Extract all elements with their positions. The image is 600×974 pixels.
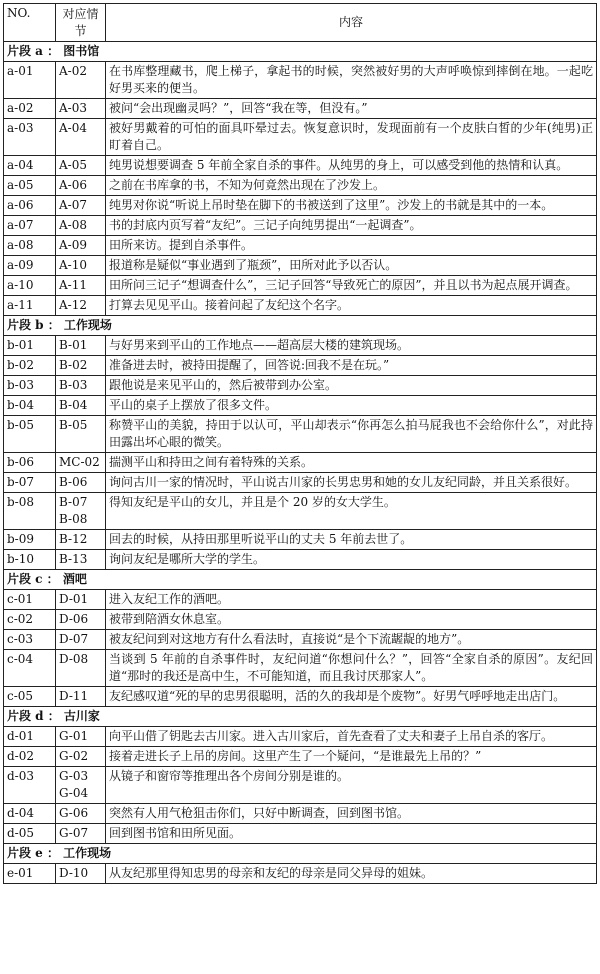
row-content: 报道称是疑似“事业遇到了瓶颈”，田所对此予以否认。	[106, 256, 597, 276]
table-row	[4, 62, 597, 99]
table-row	[4, 236, 597, 256]
section-title: 片段 d ： 古川家	[4, 707, 597, 727]
row-scene: A-03	[56, 99, 106, 119]
row-scene: B-05	[56, 416, 106, 453]
row-scene: D-10	[56, 864, 106, 884]
table-row	[4, 276, 597, 296]
table-row	[4, 530, 597, 550]
row-content: 向平山借了钥匙去古川家。进入古川家后，首先查看了丈夫和妻子上吊自杀的客厅。	[106, 727, 597, 747]
row-scene: B-12	[56, 530, 106, 550]
row-no: e-01	[4, 864, 56, 884]
row-scene: B-01	[56, 336, 106, 356]
row-content: 进入友纪工作的酒吧。	[106, 590, 597, 610]
row-no: b-06	[4, 453, 56, 473]
row-content: 回去的时候，从持田那里听说平山的丈夫 5 年前去世了。	[106, 530, 597, 550]
row-no: a-10	[4, 276, 56, 296]
row-content: 准备进去时，被持田提醒了，回答说:回我不是在玩。”	[106, 356, 597, 376]
row-no: b-07	[4, 473, 56, 493]
table-row	[4, 630, 597, 650]
row-content: 打算去见见平山。接着问起了友纪这个名字。	[106, 296, 597, 316]
row-no: a-04	[4, 156, 56, 176]
row-content: 田所来访。提到自杀事件。	[106, 236, 597, 256]
row-content: 得知友纪是平山的女儿，并且是个 20 岁的女大学生。	[106, 493, 597, 530]
row-content: 揣测平山和持田之间有着特殊的关系。	[106, 453, 597, 473]
row-scene: B-07 B-08	[56, 493, 106, 530]
row-content: 被带到陪酒女休息室。	[106, 610, 597, 630]
table-row	[4, 156, 597, 176]
table-row	[4, 610, 597, 630]
table-row	[4, 473, 597, 493]
row-scene: B-03	[56, 376, 106, 396]
row-content: 书的封底内页写着“友纪”。三记子向纯男提出“一起调查”。	[106, 216, 597, 236]
table-row	[4, 376, 597, 396]
row-scene: A-05	[56, 156, 106, 176]
row-scene: D-06	[56, 610, 106, 630]
row-no: b-08	[4, 493, 56, 530]
table-row	[4, 864, 597, 884]
row-no: b-09	[4, 530, 56, 550]
section-title: 片段 e ： 工作现场	[4, 844, 597, 864]
table-row	[4, 453, 597, 473]
row-scene: A-02	[56, 62, 106, 99]
table-row	[4, 767, 597, 804]
row-scene: A-09	[56, 236, 106, 256]
row-no: a-01	[4, 62, 56, 99]
row-scene: B-13	[56, 550, 106, 570]
row-content: 从镜子和窗帘等推理出各个房间分别是谁的。	[106, 767, 597, 804]
row-no: b-10	[4, 550, 56, 570]
row-no: c-05	[4, 687, 56, 707]
row-content: 接着走进长子上吊的房间。这里产生了一个疑问，“是谁最先上吊的？”	[106, 747, 597, 767]
row-no: b-05	[4, 416, 56, 453]
section-header-row	[4, 707, 597, 727]
row-no: a-11	[4, 296, 56, 316]
row-scene: D-07	[56, 630, 106, 650]
table-row	[4, 416, 597, 453]
row-scene: D-01	[56, 590, 106, 610]
row-no: a-08	[4, 236, 56, 256]
row-scene: B-02	[56, 356, 106, 376]
header-content: 内容	[106, 4, 597, 42]
table-row	[4, 590, 597, 610]
row-no: d-04	[4, 804, 56, 824]
table-row	[4, 196, 597, 216]
row-scene: D-08	[56, 650, 106, 687]
row-scene: G-07	[56, 824, 106, 844]
row-content: 之前在书库拿的书，不知为何竟然出现在了沙发上。	[106, 176, 597, 196]
header-row	[4, 4, 597, 42]
table-row	[4, 727, 597, 747]
row-content: 回到图书馆和田所见面。	[106, 824, 597, 844]
row-content: 纯男对你说“听说上吊时垫在脚下的书被送到了这里”。沙发上的书就是其中的一本。	[106, 196, 597, 216]
header-no: NO.	[4, 4, 56, 42]
row-content: 平山的桌子上摆放了很多文件。	[106, 396, 597, 416]
row-scene: A-04	[56, 119, 106, 156]
row-no: d-02	[4, 747, 56, 767]
row-scene: G-03 G-04	[56, 767, 106, 804]
section-header-row	[4, 42, 597, 62]
row-content: 在书库整理藏书，爬上梯子，拿起书的时候，突然被好男的大声呼唤惊到摔倒在地。一起吃好男买来的便当。	[106, 62, 597, 99]
table-row	[4, 119, 597, 156]
row-content: 从友纪那里得知忠男的母亲和友纪的母亲是同父异母的姐妹。	[106, 864, 597, 884]
row-no: a-06	[4, 196, 56, 216]
table-row	[4, 687, 597, 707]
row-scene: MC-02	[56, 453, 106, 473]
row-content: 跟他说是来见平山的，然后被带到办公室。	[106, 376, 597, 396]
table-row	[4, 824, 597, 844]
table-row	[4, 336, 597, 356]
table-row	[4, 550, 597, 570]
row-scene: G-06	[56, 804, 106, 824]
row-content: 纯男说想要调查 5 年前全家自杀的事件。从纯男的身上，可以感受到他的热情和认真。	[106, 156, 597, 176]
table-row	[4, 804, 597, 824]
row-no: a-05	[4, 176, 56, 196]
row-no: a-02	[4, 99, 56, 119]
row-content: 被问“会出现幽灵吗？”，回答“我在等，但没有。”	[106, 99, 597, 119]
row-content: 当谈到 5 年前的自杀事件时，友纪问道“你想问什么？”，回答“全家自杀的原因”。友纪回道“那时的我还是高中生，不可能知道，而且我讨厌那家人”。	[106, 650, 597, 687]
row-scene: A-07	[56, 196, 106, 216]
row-no: c-04	[4, 650, 56, 687]
row-no: c-02	[4, 610, 56, 630]
row-no: d-05	[4, 824, 56, 844]
row-content: 与好男来到平山的工作地点——超高层大楼的建筑现场。	[106, 336, 597, 356]
section-title: 片段 b ： 工作现场	[4, 316, 597, 336]
table-row	[4, 493, 597, 530]
row-no: b-01	[4, 336, 56, 356]
table-row	[4, 99, 597, 119]
row-content: 询问古川一家的情况时，平山说古川家的长男忠男和她的女儿友纪同龄，并且关系很好。	[106, 473, 597, 493]
header-scene: 对应情节	[56, 4, 106, 42]
row-scene: G-01	[56, 727, 106, 747]
table-row	[4, 747, 597, 767]
row-scene: B-04	[56, 396, 106, 416]
scene-table	[3, 3, 597, 884]
row-no: a-07	[4, 216, 56, 236]
table-body	[4, 42, 597, 884]
row-scene: B-06	[56, 473, 106, 493]
row-content: 友纪感叹道“死的早的忠男很聪明，活的久的我却是个废物”。好男气呼呼地走出店门。	[106, 687, 597, 707]
section-title: 片段 a ： 图书馆	[4, 42, 597, 62]
row-no: c-01	[4, 590, 56, 610]
section-title: 片段 c ： 酒吧	[4, 570, 597, 590]
row-content: 被好男戴着的可怕的面具吓晕过去。恢复意识时，发现面前有一个皮肤白皙的少年(纯男)正盯着自己。	[106, 119, 597, 156]
row-content: 称赞平山的美貌，持田于以认可，平山却表示“你再怎么拍马屁我也不会给你什么”，对此持田露出坏心眼的微笑。	[106, 416, 597, 453]
table-row	[4, 256, 597, 276]
table-row	[4, 296, 597, 316]
row-content: 询问友纪是哪所大学的学生。	[106, 550, 597, 570]
row-scene: A-12	[56, 296, 106, 316]
row-no: c-03	[4, 630, 56, 650]
table-row	[4, 176, 597, 196]
row-no: d-01	[4, 727, 56, 747]
row-no: b-04	[4, 396, 56, 416]
row-scene: A-08	[56, 216, 106, 236]
section-header-row	[4, 316, 597, 336]
row-no: b-03	[4, 376, 56, 396]
row-no: a-03	[4, 119, 56, 156]
row-scene: G-02	[56, 747, 106, 767]
row-content: 被友纪问到对这地方有什么看法时，直接说“是个下流龌龊的地方”。	[106, 630, 597, 650]
section-header-row	[4, 844, 597, 864]
table-row	[4, 396, 597, 416]
row-content: 田所问三记子“想调查什么”，三记子回答“导致死亡的原因”，并且以书为起点展开调查。	[106, 276, 597, 296]
row-content: 突然有人用气枪狙击你们，只好中断调查，回到图书馆。	[106, 804, 597, 824]
table-row	[4, 216, 597, 236]
row-scene: A-06	[56, 176, 106, 196]
table-row	[4, 356, 597, 376]
row-scene: A-11	[56, 276, 106, 296]
row-no: a-09	[4, 256, 56, 276]
row-no: b-02	[4, 356, 56, 376]
row-no: d-03	[4, 767, 56, 804]
row-scene: A-10	[56, 256, 106, 276]
section-header-row	[4, 570, 597, 590]
table-row	[4, 650, 597, 687]
row-scene: D-11	[56, 687, 106, 707]
